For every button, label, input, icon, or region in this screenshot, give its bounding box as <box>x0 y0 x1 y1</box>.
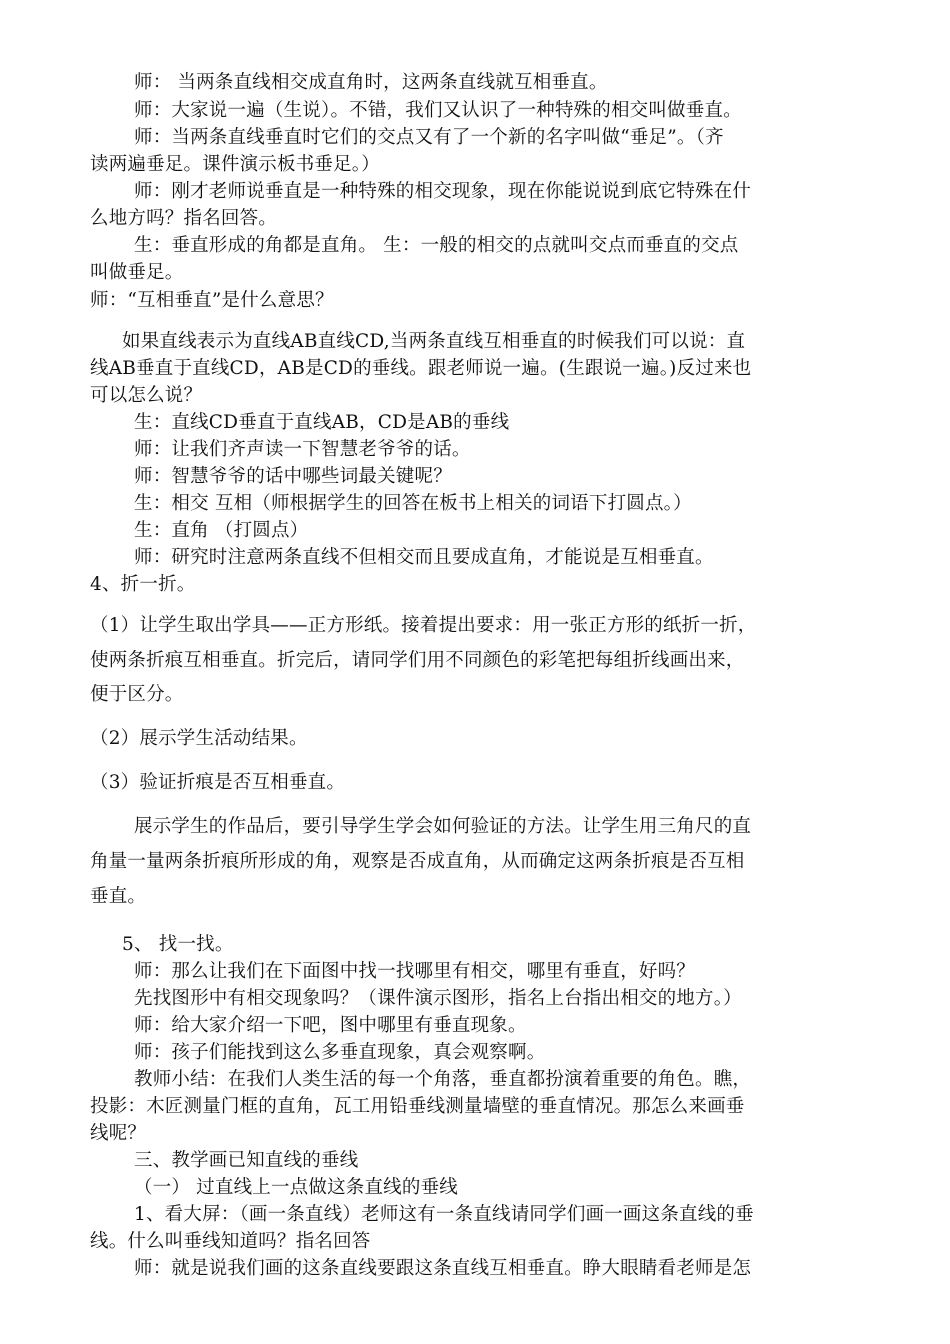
text-line: 便于区分。 <box>90 684 184 705</box>
text-line: 投影：木匠测量门框的直角，瓦工用铅垂线测量墙壁的垂直情况。那怎么来画垂 <box>90 1096 745 1117</box>
text-line: 线AB垂直于直线CD，AB是CD的垂线。跟老师说一遍。(生跟说一遍。)反过来也 <box>90 358 752 379</box>
text-line: 师：大家说一遍（生说）。不错，我们又认识了一种特殊的相交叫做垂直。 <box>134 100 742 121</box>
text-line: 展示学生的作品后，要引导学生学会如何验证的方法。让学生用三角尺的直 <box>134 816 752 837</box>
text-line: 垂直。 <box>90 886 147 907</box>
text-line: 1、看大屏：（画一条直线）老师这有一条直线请同学们画一画这条直线的垂 <box>134 1204 754 1225</box>
text-line: 线呢？ <box>90 1123 147 1144</box>
text-line: 么地方吗？指名回答。 <box>90 208 278 229</box>
text-line: 生：相交 互相（师根据学生的回答在板书上相关的词语下打圆点。） <box>134 493 692 514</box>
text-line: 师：就是说我们画的这条直线要跟这条直线互相垂直。睁大眼睛看老师是怎 <box>134 1258 752 1279</box>
text-line: 使两条折痕互相垂直。折完后，请同学们用不同颜色的彩笔把每组折线画出来， <box>90 650 745 671</box>
text-line: 如果直线表示为直线AB直线CD,当两条直线互相垂直的时候我们可以说：直 <box>122 331 746 352</box>
text-line: 教师小结：在我们人类生活的每一个角落，垂直都扮演着重要的角色。瞧， <box>134 1069 752 1090</box>
text-line: 可以怎么说？ <box>90 385 203 406</box>
text-line: （3）验证折痕是否互相垂直。 <box>90 772 346 793</box>
text-line: 三、教学画已知直线的垂线 <box>134 1150 359 1171</box>
text-line: 师：“互相垂直”是什么意思？ <box>90 290 334 311</box>
text-line: 师：当两条直线垂直时它们的交点又有了一个新的名字叫做“垂足”。（齐 <box>134 127 724 148</box>
text-line: 生：直线CD垂直于直线AB，CD是AB的垂线 <box>134 412 510 433</box>
text-line: 师：给大家介绍一下吧，图中哪里有垂直现象。 <box>134 1015 527 1036</box>
text-line: 师：孩子们能找到这么多垂直现象，真会观察啊。 <box>134 1042 546 1063</box>
text-line: 生：直角 （打圆点） <box>134 520 309 541</box>
text-line: 5、 找一找。 <box>122 934 234 955</box>
text-line: 生：垂直形成的角都是直角。 生：一般的相交的点就叫交点而垂直的交点 <box>134 235 739 256</box>
text-line: 先找图形中有相交现象吗？（课件演示图形，指名上台指出相交的地方。） <box>134 988 742 1009</box>
text-line: 4、折一折。 <box>90 574 196 595</box>
text-line: 师：刚才老师说垂直是一种特殊的相交现象，现在你能说说到底它特殊在什 <box>134 181 752 202</box>
text-line: 师： 当两条直线相交成直角时，这两条直线就互相垂直。 <box>134 72 608 93</box>
text-line: 读两遍垂足。课件演示板书垂足。） <box>90 154 380 175</box>
text-line: 叫做垂足。 <box>90 262 184 283</box>
text-line: 线。什么叫垂线知道吗？指名回答 <box>90 1231 371 1252</box>
text-line: （2）展示学生活动结果。 <box>90 728 308 749</box>
text-line: 师：研究时注意两条直线不但相交而且要成直角，才能说是互相垂直。 <box>134 547 714 568</box>
text-line: 师：智慧爷爷的话中哪些词最关键呢？ <box>134 466 452 487</box>
text-line: 师：让我们齐声读一下智慧老爷爷的话。 <box>134 439 471 460</box>
text-line: 角量一量两条折痕所形成的角，观察是否成直角，从而确定这两条折痕是否互相 <box>90 851 745 872</box>
text-line: （1）让学生取出学具——正方形纸。接着提出要求：用一张正方形的纸折一折， <box>90 615 757 636</box>
text-line: 师：那么让我们在下面图中找一找哪里有相交，哪里有垂直，好吗？ <box>134 961 696 982</box>
text-line: （一） 过直线上一点做这条直线的垂线 <box>134 1177 458 1198</box>
